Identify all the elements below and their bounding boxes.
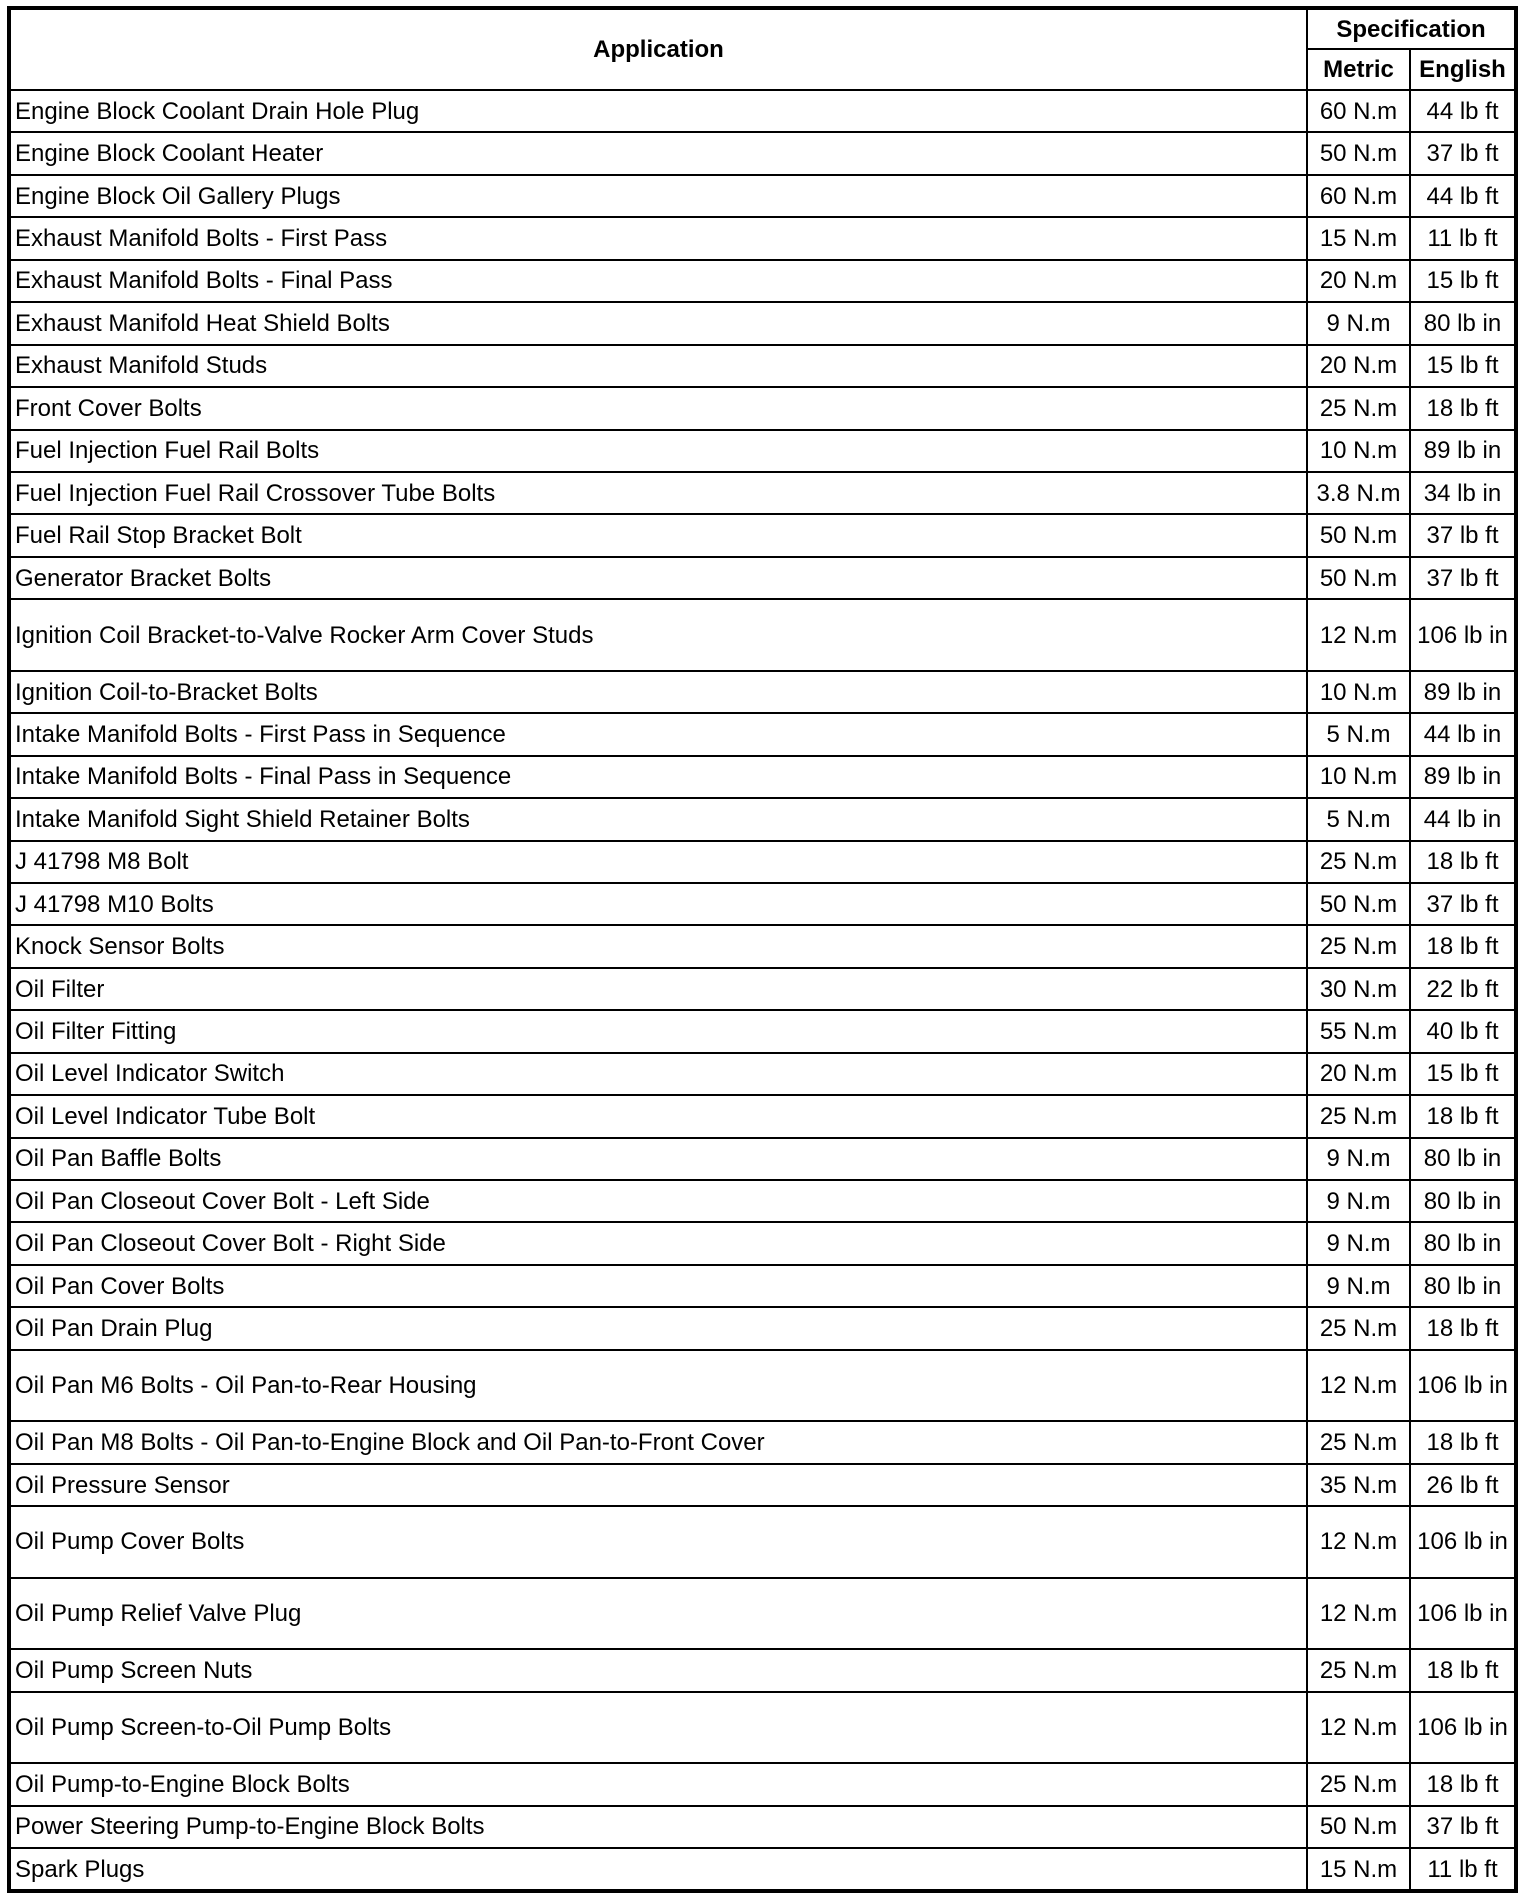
- table-row: [9, 260, 1516, 302]
- english-cell: 44 lb ft: [1410, 175, 1516, 217]
- english-cell: 89 lb in: [1410, 430, 1516, 472]
- metric-cell: 9 N.m: [1307, 302, 1410, 344]
- application-cell: Oil Pump Screen-to-Oil Pump Bolts: [9, 1692, 1307, 1764]
- english-cell: 80 lb in: [1410, 1222, 1516, 1264]
- application-cell: Exhaust Manifold Studs: [9, 345, 1307, 387]
- application-cell: Oil Pump Cover Bolts: [9, 1506, 1307, 1578]
- english-cell: 18 lb ft: [1410, 925, 1516, 967]
- application-cell: J 41798 M10 Bolts: [9, 883, 1307, 925]
- application-header: Application: [9, 8, 1307, 90]
- english-cell: 15 lb ft: [1410, 1053, 1516, 1095]
- metric-cell: 15 N.m: [1307, 1848, 1410, 1891]
- table-row: [9, 883, 1516, 925]
- metric-cell: 25 N.m: [1307, 1095, 1410, 1137]
- application-cell: Intake Manifold Sight Shield Retainer Bolts: [9, 798, 1307, 840]
- table-header: [9, 8, 1516, 90]
- english-cell: 15 lb ft: [1410, 260, 1516, 302]
- application-cell: Exhaust Manifold Heat Shield Bolts: [9, 302, 1307, 344]
- metric-cell: 20 N.m: [1307, 345, 1410, 387]
- english-cell: 37 lb ft: [1410, 514, 1516, 556]
- metric-cell: 50 N.m: [1307, 132, 1410, 174]
- table-row: [9, 1692, 1516, 1764]
- table-row: [9, 302, 1516, 344]
- english-cell: 44 lb in: [1410, 713, 1516, 755]
- metric-cell: 30 N.m: [1307, 968, 1410, 1010]
- application-cell: Engine Block Coolant Drain Hole Plug: [9, 90, 1307, 132]
- metric-cell: 25 N.m: [1307, 387, 1410, 429]
- english-cell: 80 lb in: [1410, 1265, 1516, 1307]
- metric-cell: 10 N.m: [1307, 671, 1410, 713]
- english-cell: 80 lb in: [1410, 1180, 1516, 1222]
- table-row: [9, 345, 1516, 387]
- metric-cell: 25 N.m: [1307, 1763, 1410, 1805]
- application-cell: Front Cover Bolts: [9, 387, 1307, 429]
- metric-cell: 12 N.m: [1307, 1506, 1410, 1578]
- table-row: [9, 756, 1516, 798]
- table-row: [9, 1307, 1516, 1349]
- metric-cell: 9 N.m: [1307, 1138, 1410, 1180]
- english-cell: 22 lb ft: [1410, 968, 1516, 1010]
- english-cell: 18 lb ft: [1410, 1095, 1516, 1137]
- metric-cell: 50 N.m: [1307, 514, 1410, 556]
- english-cell: 40 lb ft: [1410, 1010, 1516, 1052]
- metric-cell: 12 N.m: [1307, 1692, 1410, 1764]
- metric-cell: 3.8 N.m: [1307, 472, 1410, 514]
- application-cell: Oil Level Indicator Switch: [9, 1053, 1307, 1095]
- application-cell: Intake Manifold Bolts - First Pass in Sequence: [9, 713, 1307, 755]
- table-row: [9, 968, 1516, 1010]
- metric-cell: 9 N.m: [1307, 1222, 1410, 1264]
- application-cell: Fuel Rail Stop Bracket Bolt: [9, 514, 1307, 556]
- application-cell: Power Steering Pump-to-Engine Block Bolts: [9, 1806, 1307, 1848]
- application-cell: Generator Bracket Bolts: [9, 557, 1307, 599]
- fastener-specifications-table: [7, 6, 1518, 1893]
- table-row: [9, 557, 1516, 599]
- english-cell: 15 lb ft: [1410, 345, 1516, 387]
- english-cell: 18 lb ft: [1410, 1763, 1516, 1805]
- english-cell: 34 lb in: [1410, 472, 1516, 514]
- metric-cell: 50 N.m: [1307, 883, 1410, 925]
- english-cell: 18 lb ft: [1410, 1421, 1516, 1463]
- metric-cell: 25 N.m: [1307, 1307, 1410, 1349]
- english-cell: 18 lb ft: [1410, 387, 1516, 429]
- application-cell: Fuel Injection Fuel Rail Bolts: [9, 430, 1307, 472]
- english-cell: 11 lb ft: [1410, 217, 1516, 259]
- metric-cell: 50 N.m: [1307, 557, 1410, 599]
- application-cell: Knock Sensor Bolts: [9, 925, 1307, 967]
- application-cell: Oil Pressure Sensor: [9, 1464, 1307, 1506]
- application-cell: Intake Manifold Bolts - Final Pass in Sequence: [9, 756, 1307, 798]
- metric-cell: 50 N.m: [1307, 1806, 1410, 1848]
- english-cell: 106 lb in: [1410, 599, 1516, 671]
- application-cell: Engine Block Coolant Heater: [9, 132, 1307, 174]
- table-row: [9, 1506, 1516, 1578]
- table-row: [9, 925, 1516, 967]
- table-row: [9, 599, 1516, 671]
- english-cell: 26 lb ft: [1410, 1464, 1516, 1506]
- application-cell: Oil Pan Baffle Bolts: [9, 1138, 1307, 1180]
- application-cell: Oil Pan Drain Plug: [9, 1307, 1307, 1349]
- metric-cell: 20 N.m: [1307, 1053, 1410, 1095]
- english-cell: 18 lb ft: [1410, 1307, 1516, 1349]
- table-row: [9, 713, 1516, 755]
- metric-cell: 55 N.m: [1307, 1010, 1410, 1052]
- table-row: [9, 1053, 1516, 1095]
- application-cell: Spark Plugs: [9, 1848, 1307, 1891]
- metric-cell: 9 N.m: [1307, 1265, 1410, 1307]
- english-cell: 44 lb in: [1410, 798, 1516, 840]
- application-cell: Oil Pan M8 Bolts - Oil Pan-to-Engine Block and Oil Pan-to-Front Cover: [9, 1421, 1307, 1463]
- table-row: [9, 1578, 1516, 1650]
- metric-cell: 60 N.m: [1307, 175, 1410, 217]
- table-row: [9, 798, 1516, 840]
- english-cell: 11 lb ft: [1410, 1848, 1516, 1891]
- application-cell: Oil Pump Relief Valve Plug: [9, 1578, 1307, 1650]
- english-cell: 44 lb ft: [1410, 90, 1516, 132]
- table-row: [9, 1806, 1516, 1848]
- english-cell: 37 lb ft: [1410, 883, 1516, 925]
- table-row: [9, 1649, 1516, 1691]
- table-row: [9, 1095, 1516, 1137]
- table-row: [9, 841, 1516, 883]
- metric-cell: 15 N.m: [1307, 217, 1410, 259]
- english-cell: 80 lb in: [1410, 302, 1516, 344]
- english-cell: 106 lb in: [1410, 1350, 1516, 1422]
- metric-cell: 25 N.m: [1307, 1649, 1410, 1691]
- application-cell: Oil Pan Cover Bolts: [9, 1265, 1307, 1307]
- table-row: [9, 1180, 1516, 1222]
- english-header: English: [1410, 49, 1516, 90]
- application-cell: Engine Block Oil Gallery Plugs: [9, 175, 1307, 217]
- table-row: [9, 1010, 1516, 1052]
- table-row: [9, 1350, 1516, 1422]
- table-row: [9, 671, 1516, 713]
- table-row: [9, 472, 1516, 514]
- metric-cell: 5 N.m: [1307, 713, 1410, 755]
- metric-cell: 25 N.m: [1307, 841, 1410, 883]
- english-cell: 37 lb ft: [1410, 132, 1516, 174]
- english-cell: 106 lb in: [1410, 1692, 1516, 1764]
- table-row: [9, 430, 1516, 472]
- application-cell: Oil Pan M6 Bolts - Oil Pan-to-Rear Housing: [9, 1350, 1307, 1422]
- spec-table-container: [7, 6, 1514, 1893]
- table-row: [9, 1265, 1516, 1307]
- application-cell: Fuel Injection Fuel Rail Crossover Tube Bolts: [9, 472, 1307, 514]
- table-row: [9, 132, 1516, 174]
- metric-header: Metric: [1307, 49, 1410, 90]
- metric-cell: 10 N.m: [1307, 756, 1410, 798]
- metric-cell: 5 N.m: [1307, 798, 1410, 840]
- metric-cell: 12 N.m: [1307, 599, 1410, 671]
- metric-cell: 9 N.m: [1307, 1180, 1410, 1222]
- table-row: [9, 514, 1516, 556]
- application-cell: Oil Pan Closeout Cover Bolt - Left Side: [9, 1180, 1307, 1222]
- metric-cell: 12 N.m: [1307, 1350, 1410, 1422]
- metric-cell: 25 N.m: [1307, 925, 1410, 967]
- english-cell: 80 lb in: [1410, 1138, 1516, 1180]
- english-cell: 37 lb ft: [1410, 557, 1516, 599]
- application-cell: J 41798 M8 Bolt: [9, 841, 1307, 883]
- application-cell: Exhaust Manifold Bolts - First Pass: [9, 217, 1307, 259]
- english-cell: 37 lb ft: [1410, 1806, 1516, 1848]
- english-cell: 18 lb ft: [1410, 841, 1516, 883]
- specification-header: Specification: [1307, 8, 1516, 49]
- table-row: [9, 1848, 1516, 1891]
- english-cell: 106 lb in: [1410, 1506, 1516, 1578]
- metric-cell: 25 N.m: [1307, 1421, 1410, 1463]
- application-cell: Oil Pump-to-Engine Block Bolts: [9, 1763, 1307, 1805]
- english-cell: 89 lb in: [1410, 671, 1516, 713]
- table-body: [9, 90, 1516, 1891]
- table-row: [9, 1464, 1516, 1506]
- application-cell: Ignition Coil-to-Bracket Bolts: [9, 671, 1307, 713]
- application-cell: Oil Level Indicator Tube Bolt: [9, 1095, 1307, 1137]
- application-cell: Ignition Coil Bracket-to-Valve Rocker Arm Cover Studs: [9, 599, 1307, 671]
- english-cell: 89 lb in: [1410, 756, 1516, 798]
- metric-cell: 20 N.m: [1307, 260, 1410, 302]
- table-row: [9, 1763, 1516, 1805]
- application-cell: Oil Filter Fitting: [9, 1010, 1307, 1052]
- metric-cell: 60 N.m: [1307, 90, 1410, 132]
- metric-cell: 35 N.m: [1307, 1464, 1410, 1506]
- table-row: [9, 217, 1516, 259]
- metric-cell: 12 N.m: [1307, 1578, 1410, 1650]
- english-cell: 106 lb in: [1410, 1578, 1516, 1650]
- application-cell: Oil Pump Screen Nuts: [9, 1649, 1307, 1691]
- table-row: [9, 1421, 1516, 1463]
- table-row: [9, 1138, 1516, 1180]
- application-cell: Oil Filter: [9, 968, 1307, 1010]
- english-cell: 18 lb ft: [1410, 1649, 1516, 1691]
- application-cell: Oil Pan Closeout Cover Bolt - Right Side: [9, 1222, 1307, 1264]
- table-row: [9, 1222, 1516, 1264]
- metric-cell: 10 N.m: [1307, 430, 1410, 472]
- application-cell: Exhaust Manifold Bolts - Final Pass: [9, 260, 1307, 302]
- table-row: [9, 175, 1516, 217]
- table-row: [9, 387, 1516, 429]
- table-row: [9, 90, 1516, 132]
